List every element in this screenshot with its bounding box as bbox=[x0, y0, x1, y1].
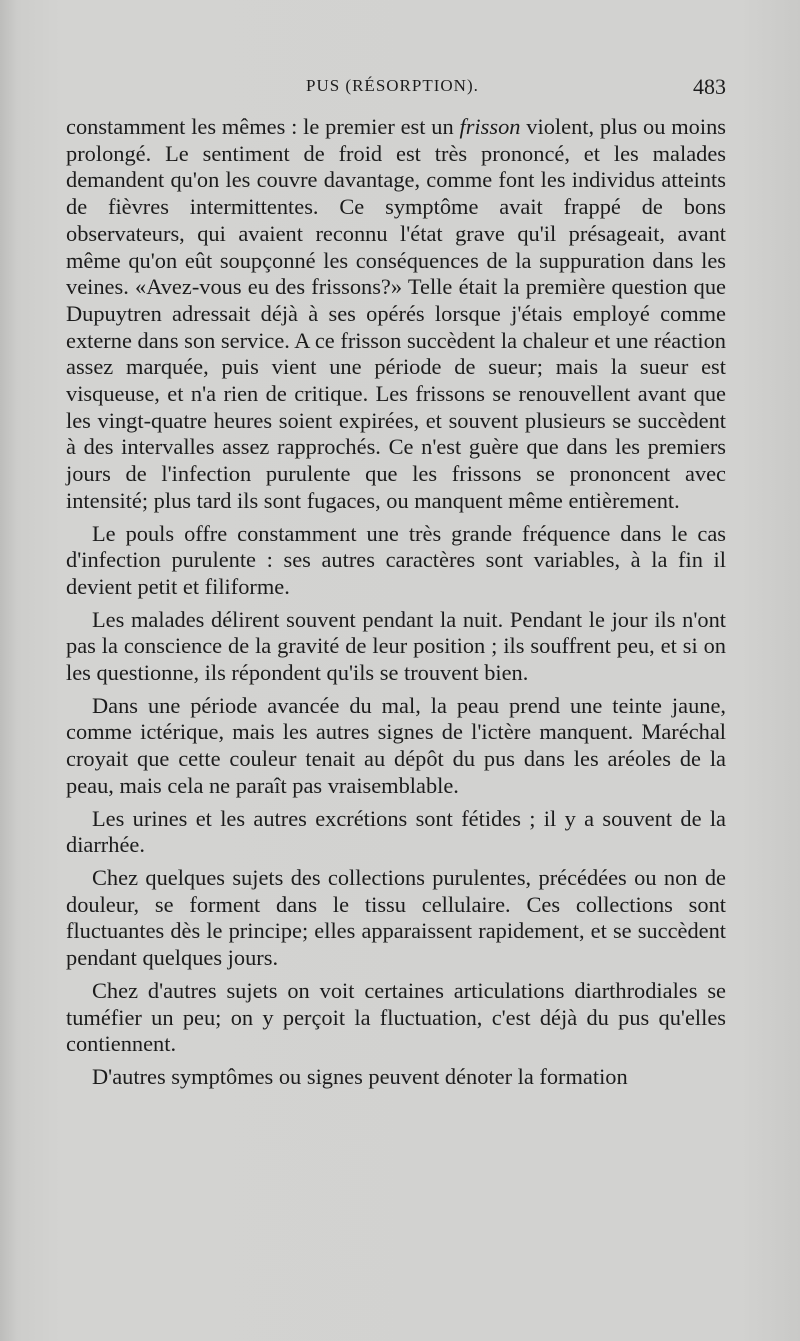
emphasized-term: frisson bbox=[459, 114, 521, 139]
paragraph-chills bbox=[66, 114, 726, 515]
body-text bbox=[66, 114, 726, 1097]
paragraph-other-symptoms: D'autres symptômes ou signes peuvent dénoter la formation bbox=[92, 1063, 628, 1089]
running-head: PUS (RÉSORPTION). bbox=[306, 76, 479, 95]
paragraph-excretions: Les urines et les autres excrétions sont fétides ; il y a souvent de la diarrhée. bbox=[66, 805, 726, 858]
paragraph-articulations: Chez d'autres sujets on voit certaines articulations diarthrodiales se tuméfier un peu; on y perçoit la fluctuation, c'est déjà du pus qu'elles contiennent. bbox=[66, 977, 726, 1057]
page-number: 483 bbox=[693, 74, 726, 99]
paragraph-collections: Chez quelques sujets des collections purulentes, précédées ou non de douleur, se forment dans le tissu cellulaire. Ces collections sont fluctuantes dès le principe; elles apparaissent rapidement, et se succèdent pendant quelques jours. bbox=[66, 864, 726, 971]
paragraph-text: constamment les mêmes : le premier est un bbox=[66, 114, 460, 139]
paragraph-text: violent, plus ou moins prolongé. Le sentiment de froid est très prononcé, et les malades demandent qu'on les couvre davantage, comme font les individus atteints de fièvres intermittentes. Ce symptôme avait frappé de bons observateurs, qui avaient reconnu l'état grave qu'il présageait, avant même qu'on eût soupçonné les conséquences de la suppuration dans les veines. «Avez-vous eu des frissons?» Telle était la première question que Dupuytren adressait déjà à ses opérés lorsque j'étais employé comme externe dans son service. A ce frisson succèdent la chaleur et une réaction assez marquée, puis vient une période de sueur; mais la sueur est visqueuse, et n'a rien de critique. Les frissons se renouvellent avant que les vingt-quatre heures soient expirées, et souvent plusieurs se succèdent à des intervalles assez rapprochés. Ce n'est guère que dans les premiers jours de l'infection purulente que les frissons se prononcent avec intensité; plus tard ils sont fugaces, ou manquent même entièrement. bbox=[66, 114, 726, 513]
paragraph-skin: Dans une période avancée du mal, la peau prend une teinte jaune, comme ictérique, mais les autres signes de l'ictère manquent. Maréchal croyait que cette couleur tenait au dépôt du pus dans les aréoles de la peau, mais cela ne paraît pas vraisemblable. bbox=[66, 692, 726, 798]
paragraph-delirium: Les malades délirent souvent pendant la nuit. Pendant le jour ils n'ont pas la conscience de la gravité de leur position ; ils souffrent peu, et si on les questionne, ils répondent qu'ils se trouvent bien. bbox=[66, 606, 726, 686]
paragraph-pulse: Le pouls offre constamment une très grande fréquence dans le cas d'infection purulente : ses autres caractères sont variables, à la fin il devient petit et filiforme. bbox=[66, 520, 726, 599]
page-header bbox=[66, 76, 726, 106]
